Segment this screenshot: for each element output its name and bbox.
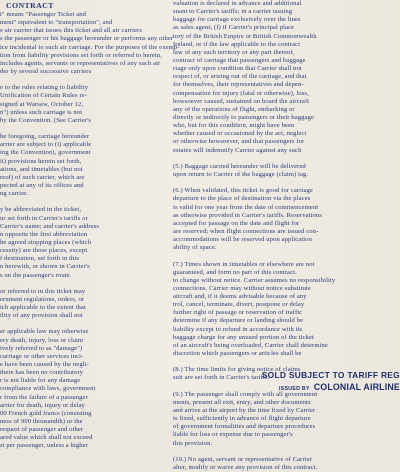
contract-text-line: pected at any of its offices and: [0, 181, 84, 189]
contract-text-line: or otherwise howsoever, and that passengers for: [173, 138, 305, 146]
contract-text-line: signed at Warsaw, October 12,: [0, 100, 84, 108]
contract-text-line: s the passenger or his baggage hereunder or performs any other: [0, 35, 174, 43]
contract-text-line: [0, 125, 163, 133]
contract-text-line: accommodations will be reserved upon application: [173, 236, 313, 244]
contract-text-line: howsoever caused, sustained on board the aircraft: [173, 97, 310, 105]
contract-text-line: baggage charge for any unused portion of the ticket: [173, 333, 314, 341]
contract-text-line: ability of space.: [173, 244, 217, 252]
contract-text-line: (10.) No agent, servant or representative of Carrier: [173, 455, 313, 463]
contract-text-line: ments, present all exit, entry, and other documents: [173, 398, 311, 406]
contract-text-line: baggage for carriage exclusively over the lines: [173, 16, 301, 24]
contract-text-line: tion from liability provisions set forth or referred to herein,: [0, 51, 162, 59]
contract-text-line: ared value which shall not exceed: [0, 434, 93, 442]
contract-text-line: s on the passenger's route.: [0, 271, 72, 279]
contract-text-line: r from the failure of a passenger: [0, 393, 88, 401]
contract-text-line: r is not liable for any damage: [0, 377, 81, 385]
contract-text-line: to change without notice. Carrier assumes no responsibility: [173, 276, 336, 284]
contract-text-line: y be abbreviated in the ticket,: [0, 206, 82, 214]
contract-text-line: (9.) The passenger shall comply with all government: [173, 390, 318, 398]
contract-text-line: Ireland, or if the law applicable to the contract: [173, 40, 301, 48]
contract-text-line: [173, 252, 400, 260]
contract-text-line: ery death, injury, loss or claim: [0, 336, 84, 344]
contract-text-line: [0, 198, 163, 206]
contract-text-line: [0, 320, 163, 328]
contract-text-line: request of passenger and other: [0, 426, 84, 434]
contract-text-line: e air carrier that issues this ticket and all air carriers: [0, 27, 143, 35]
contract-text-line: compliance with laws, government: [0, 385, 96, 393]
contract-text-line: ur set forth in Carrier's tariffs or: [0, 214, 88, 222]
contract-text-line: compensation for injury (fatal or otherwise), loss,: [173, 89, 309, 97]
contract-text-line: liable for loss or expense due to passenger's: [173, 431, 293, 439]
contract-text-line: t" means "Passenger Ticket and: [0, 11, 87, 18]
contract-text-line: arrier are subject to (i) applicable: [0, 141, 92, 149]
contract-text-line: is valid for one year from the date of commencement: [173, 203, 319, 211]
contract-text-line: he agreed stopping places (which: [0, 238, 92, 246]
left-column: [0, 0, 180, 450]
contract-text-line: n herewith, or shown in Carrier's: [0, 263, 90, 271]
contract-text-line: there has been no contributory: [0, 369, 84, 377]
contract-text-line: ii) provisions herein set forth,: [0, 157, 82, 165]
contract-text-line: ively referred to as "damage"): [0, 344, 83, 352]
contract-text-line: discretion which passengers or articles shall be: [173, 350, 302, 358]
contract-text-line: [173, 448, 400, 456]
contract-text-line: 00 French gold francs (consisting: [0, 409, 92, 417]
contract-text-line: arrier for death, injury or delay: [0, 401, 85, 409]
contract-text-line: [173, 155, 400, 163]
contract-text-line: (8.) The time limits for giving notice of claims: [173, 366, 301, 374]
contract-text-line: for themselves, their representatives and depen-: [173, 81, 304, 89]
contract-text-line: law of any such territory or any part thereof,: [173, 48, 295, 56]
contract-text-line: e to the rules relating to liability: [0, 84, 89, 92]
contract-text-line: st per passenger, unless a higher: [0, 442, 88, 450]
contract-text-line: ng carrier.: [0, 190, 28, 198]
contract-text-line: riage only upon condition that Carrier shall not: [173, 65, 302, 73]
contract-text-line: any of the operations of flight, embarking or: [173, 105, 295, 113]
contract-text-line: f destination, set forth in this: [0, 255, 80, 263]
contract-text-line: he foregoing, carriage hereunder: [0, 133, 90, 141]
contract-text-line: Unification of Certain Rules re-: [0, 92, 88, 100]
contract-text-line: is fixed, sufficiently in advance of flight departure: [173, 415, 311, 423]
contract-text-line: (5.) Baggage carried hereunder will be delivered: [173, 162, 306, 170]
contract-text-line: departure to the place of destination via the places: [173, 195, 311, 203]
section-heading: CONTRACT: [6, 1, 54, 10]
contract-text-line: Carrier's name; and carrier's address: [0, 222, 100, 230]
contract-text-line: (7.) Times shown in timetables or elsewhere are not: [173, 260, 315, 268]
right-column: [173, 0, 400, 472]
contract-text-line: further right of passage or reservation of traffic: [173, 309, 303, 317]
contract-text-line: valuation is declared in advance and additional: [173, 0, 302, 7]
contract-text-line: whether caused or occasioned by the act, neglect: [173, 130, 307, 138]
contract-text-line: ness of 900 thousandth) or the: [0, 418, 83, 426]
contract-text-line: contract of carriage that passengers and baggage: [173, 56, 306, 64]
contract-text-line: ice incidental to such air carriage. For the purposes of the exemp-: [0, 43, 180, 51]
contract-text-line: of government formalities and departure procedures: [173, 423, 316, 431]
contract-text-line: ations, and timetables (but not: [0, 165, 83, 173]
contract-text-line: e have been caused by the negli-: [0, 361, 89, 369]
contract-text-line: determine if any departure or landing should be: [173, 317, 304, 325]
contract-text-line: of an aircraft's being overloaded, Carrier shall determine: [173, 341, 328, 349]
airline-credit: [173, 382, 400, 392]
contract-text-line: guaranteed, and form no part of this contract.: [173, 268, 297, 276]
contract-text-line: n opposite the first abbreviation: [0, 230, 88, 238]
contract-text-line: by the Convention. (See Carrier's: [0, 116, 92, 124]
contract-text-line: [0, 280, 163, 288]
issued-by-label: ISSUED BY: [279, 386, 310, 392]
contract-text-line: upon return to Carrier of the baggage (claim) tag.: [173, 170, 309, 178]
contract-text-line: aircraft and, if it deems advisable because of any: [173, 293, 307, 301]
contract-text-line: as sales agent; (f) if Carrier's principal place: [173, 24, 295, 32]
contract-text-line: ility of any provision shall not: [0, 312, 83, 320]
contract-text-line: ment" equivalent to "transportation", and: [0, 19, 113, 27]
contract-text-line: or referred to in this ticket may: [0, 287, 86, 295]
contract-text-line: er applicable law may otherwise: [0, 328, 89, 336]
contract-text-line: ing the Convention), government: [0, 149, 91, 157]
contract-text-line: [173, 179, 400, 187]
contract-text-line: carriage or other services inci-: [0, 352, 84, 360]
contract-text-line: ich applicable to the extent that: [0, 304, 86, 312]
contract-text-line: connections. Carrier may without notice substitute: [173, 284, 311, 292]
contract-text-line: liability except to refund in accordance with its: [173, 325, 303, 333]
contract-text-line: trol, cancel, terminate, divert, postpone or delay: [173, 301, 305, 309]
contract-text-line: [0, 76, 163, 84]
contract-text-line: accepted for passage on the date and flight for: [173, 219, 300, 227]
contract-text-line: includes agents, servants or representatives of any such air: [0, 59, 161, 67]
contract-text-line: as otherwise provided in Carrier's tariffs. Reservations: [173, 211, 322, 219]
contract-text-line: alter, modify or waive any provision of this contract.: [173, 464, 318, 472]
contract-text-line: [173, 358, 400, 366]
tariff-notice: SOLD SUBJECT TO TARIFF REG: [261, 370, 400, 380]
contract-text-line: estates will indemnify Carrier against any such: [173, 146, 302, 154]
contract-text-line: suant to Carrier's tariffs; in a carrier issuing: [173, 8, 293, 16]
contract-text-line: suit are set forth in Carrier's tariffs.: [173, 374, 270, 382]
contract-text-line: and arrive at the airport by the time fixed by Carrier: [173, 407, 316, 415]
contract-text-line: n") unless such carriage is not: [0, 108, 83, 116]
contract-text-line: are reserved; when flight connections are issued con-: [173, 227, 319, 235]
contract-text-line: tory of the British Empire or British Commonwealth: [173, 32, 317, 40]
contract-text-line: (6.) When validated, this ticket is good for carriage: [173, 187, 313, 195]
contract-text-line: who, but for this condition, might have been: [173, 122, 295, 130]
contract-text-line: cessity) are those places, except: [0, 247, 88, 255]
contract-text-line: der by several successive carriers: [0, 67, 92, 75]
contract-text-line: this provision.: [173, 439, 213, 447]
airline-name: COLONIAL AIRLINE: [313, 382, 400, 392]
contract-text-line: directly or indirectly to passengers or their baggage: [173, 113, 314, 121]
contract-text-line: respect of, or arising out of the carriage, and that: [173, 73, 307, 81]
contract-text-line: reof) of such carrier, which are: [0, 173, 85, 181]
contract-text-line: ernment regulations, orders, or: [0, 295, 85, 303]
